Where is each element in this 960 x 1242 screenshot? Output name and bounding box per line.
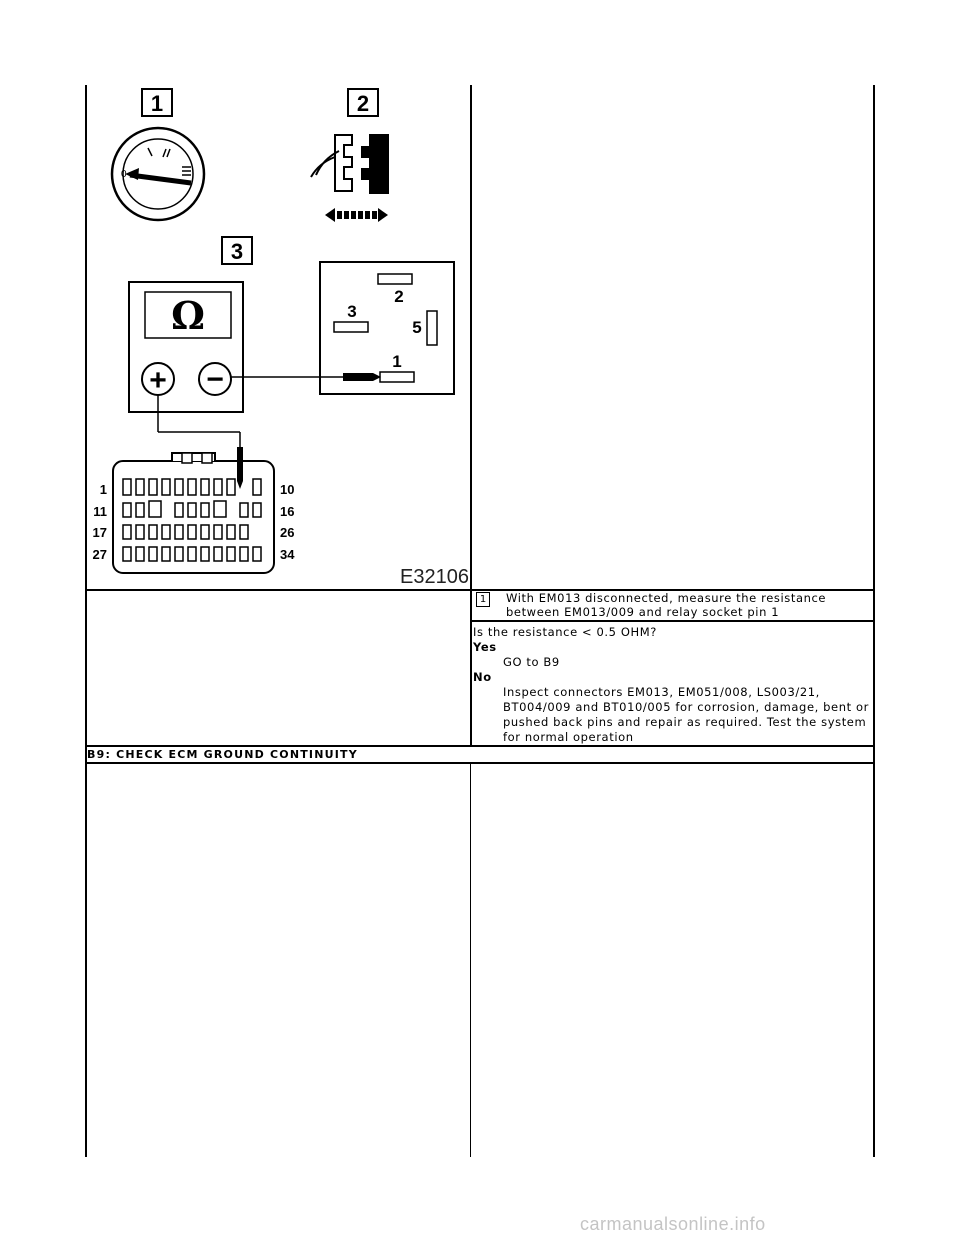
- question-text: Is the resistance < 0.5 OHM?: [473, 625, 657, 639]
- connector-label-26: 26: [280, 525, 295, 540]
- callout-3-label: 3: [230, 239, 244, 264]
- relay-pin-3: 3: [347, 302, 357, 321]
- row-divider-step: [470, 620, 875, 622]
- answer-no-line-4: for normal operation: [503, 730, 634, 744]
- step-instruction-line-2: between EM013/009 and relay socket pin 1: [506, 605, 780, 619]
- meter-minus: −: [206, 363, 224, 396]
- connector-label-34: 34: [280, 547, 295, 562]
- connector-label-1: 1: [99, 482, 107, 497]
- wiring-diagram: [87, 87, 470, 589]
- connector-label-16: 16: [280, 504, 295, 519]
- table-border-middle-upper: [470, 85, 472, 747]
- answer-no-line-1: Inspect connectors EM013, EM051/008, LS003/21,: [503, 685, 820, 699]
- answer-yes-label: Yes: [473, 640, 497, 654]
- answer-no-line-3: pushed back pins and repair as required. Test the system: [503, 715, 867, 729]
- meter-plus: +: [149, 364, 167, 397]
- relay-pin-2: 2: [394, 287, 404, 306]
- answer-no-line-2: BT004/009 and BT010/005 for corrosion, damage, bent or: [503, 700, 869, 714]
- callout-2: [348, 89, 378, 116]
- svg-text:0: 0: [121, 169, 127, 180]
- ecm-connector-em013: [93, 447, 296, 573]
- connector-label-17: 17: [92, 525, 107, 540]
- relay-pin-1: 1: [392, 352, 402, 371]
- step-number-box: 1: [476, 592, 490, 607]
- row-divider-section: [85, 762, 875, 764]
- answer-yes-action: GO to B9: [503, 655, 560, 669]
- connector-label-27: 27: [92, 547, 107, 562]
- connector-disconnect-icon: [311, 135, 388, 222]
- table-border-middle-lower: [470, 764, 471, 1157]
- meter-ohm-symbol: Ω: [171, 293, 205, 338]
- multimeter-icon: [129, 282, 243, 412]
- step-instruction-line-1: With EM013 disconnected, measure the resistance: [506, 591, 827, 605]
- callout-3: [222, 237, 252, 264]
- callout-1: [142, 89, 172, 116]
- callout-1-label: 1: [150, 91, 164, 116]
- relay-pin-5: 5: [412, 318, 422, 337]
- callout-2-label: 2: [356, 91, 370, 116]
- figure-id: E32106: [400, 566, 469, 588]
- answer-no-label: No: [473, 670, 492, 684]
- connector-label-10: 10: [280, 482, 295, 497]
- connector-label-11: 11: [93, 504, 107, 519]
- section-title: B9: CHECK ECM GROUND CONTINUITY: [87, 748, 358, 761]
- watermark: carmanualsonline.info: [580, 1214, 766, 1234]
- relay-socket: [320, 262, 454, 394]
- ignition-switch-icon: [112, 128, 204, 220]
